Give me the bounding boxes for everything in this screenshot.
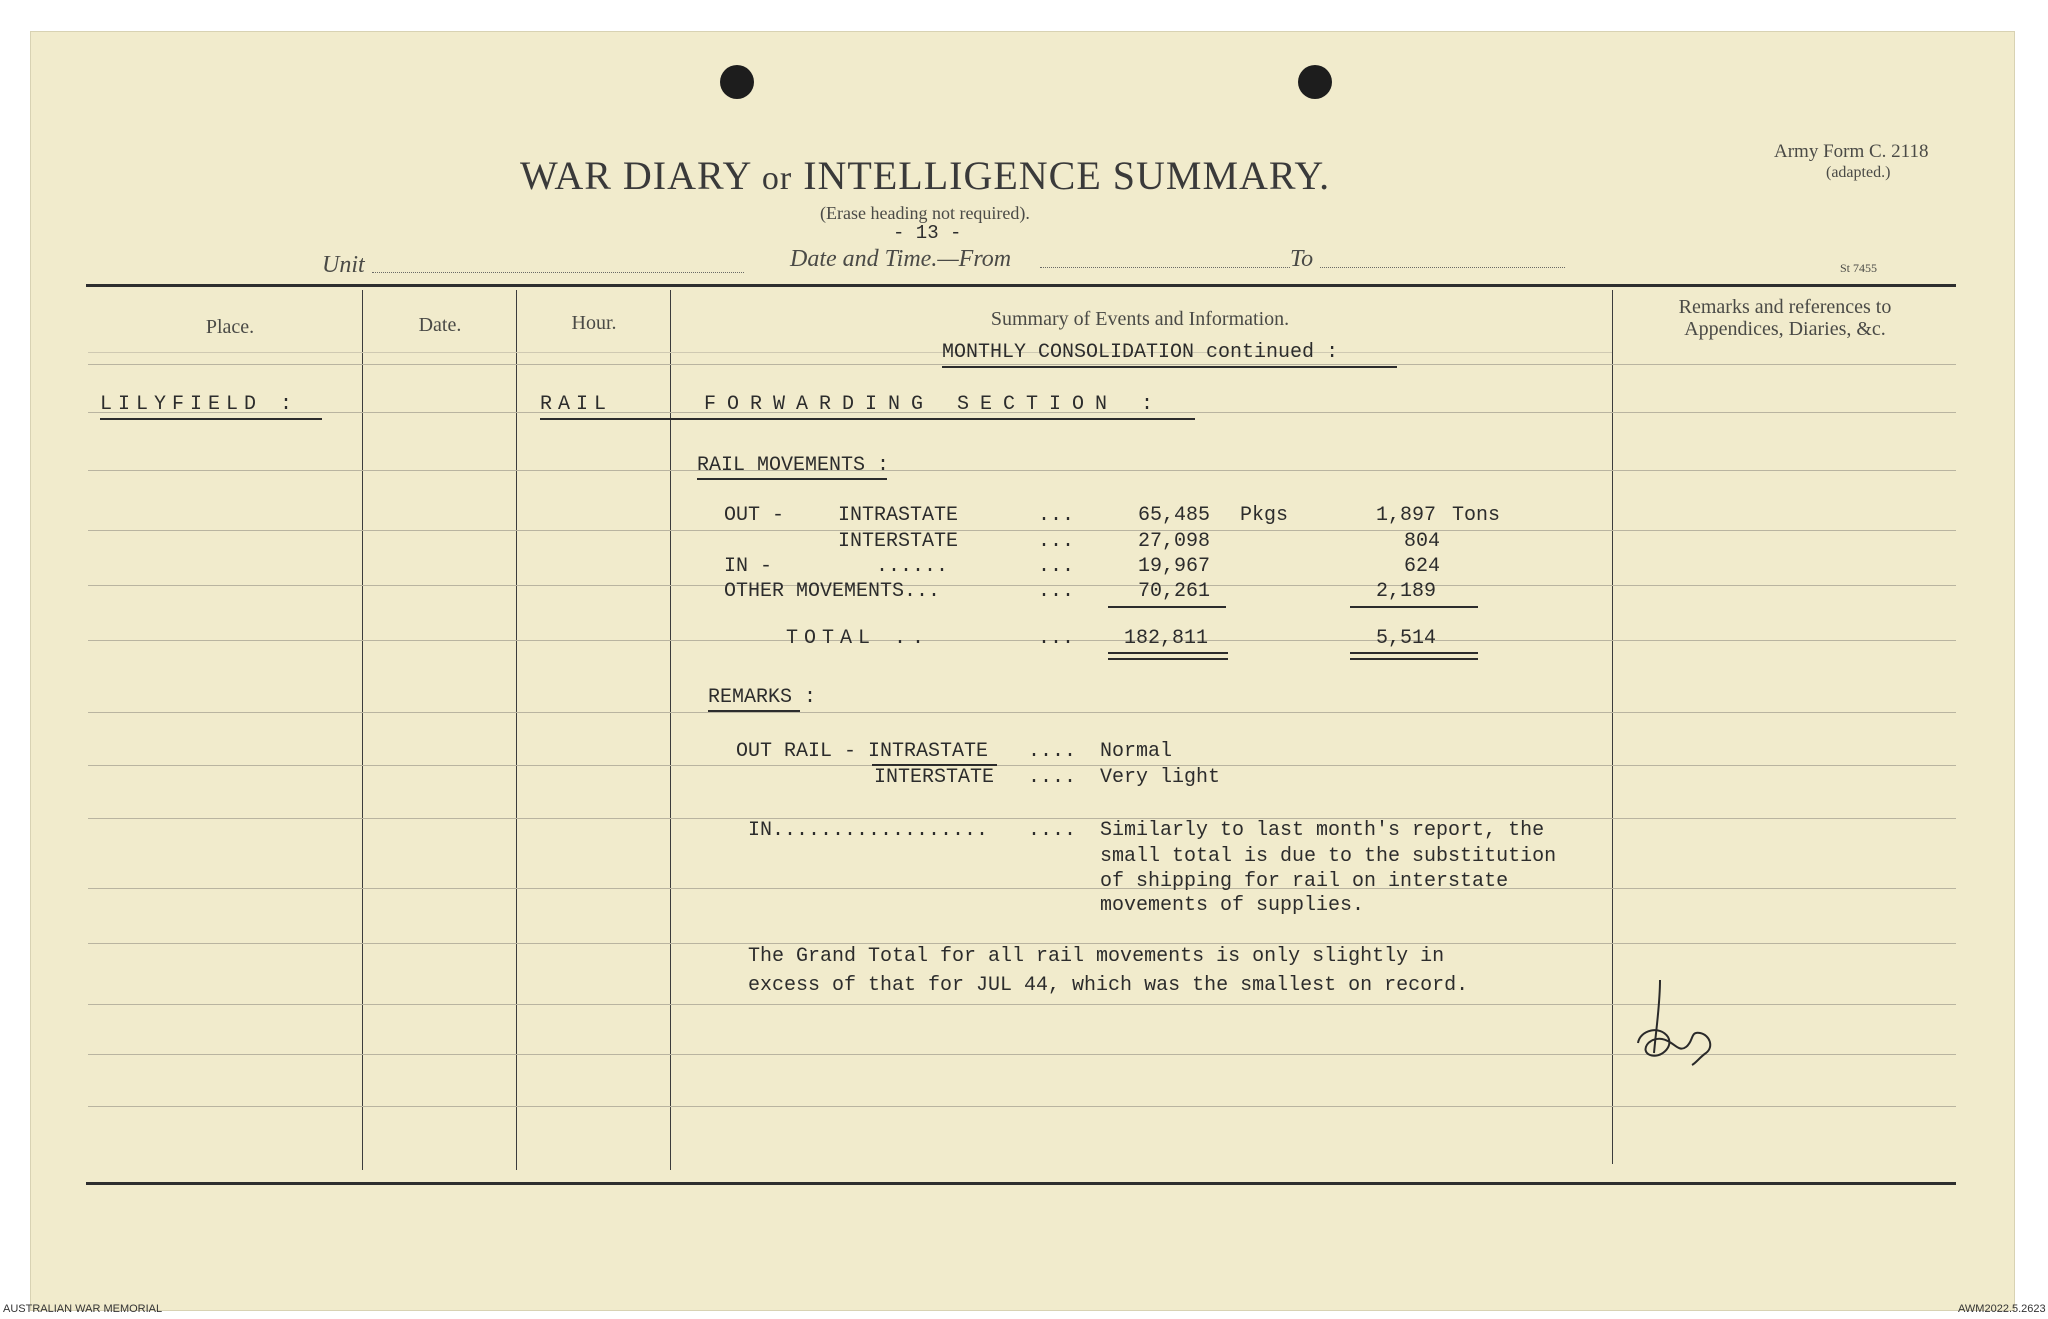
grand-total-line: excess of that for JUL 44, which was the smallest on record. xyxy=(748,974,1469,997)
place-lilyfield: LILYFIELD : xyxy=(100,393,299,416)
hour-rail: RAIL xyxy=(540,393,613,416)
ruled-line xyxy=(88,352,1612,353)
table-top-rule xyxy=(86,284,1956,287)
ruled-line xyxy=(88,712,1956,713)
ruled-line xyxy=(88,530,1956,531)
ruled-line xyxy=(88,1106,1956,1107)
col-header-remarks-1: Remarks and references to xyxy=(1678,296,1892,318)
section-underline xyxy=(540,418,1195,420)
movement-pkgs: 70,261 xyxy=(1138,580,1211,603)
title-rest: INTELLIGENCE SUMMARY. xyxy=(803,153,1331,198)
remark-in-dots: .... xyxy=(1028,819,1077,842)
place-underline xyxy=(100,418,322,420)
col-divider-hour xyxy=(670,290,671,1170)
total-pkgs-double-rule xyxy=(1108,652,1228,654)
from-field xyxy=(1040,267,1290,268)
to-field xyxy=(1320,267,1565,268)
consolidation-underline xyxy=(942,366,1397,368)
movement-pkgs: 27,098 xyxy=(1138,530,1211,553)
ruled-line xyxy=(88,818,1956,819)
section-heading: FORWARDING SECTION : xyxy=(704,393,1165,416)
col-header-remarks-2: Appendices, Diaries, &c. xyxy=(1684,318,1886,340)
remark-in-line: of shipping for rail on interstate xyxy=(1100,870,1509,893)
remark-in-line: Similarly to last month's report, the xyxy=(1100,819,1545,842)
date-time-label: Date and Time.—From xyxy=(790,246,1012,272)
punch-hole-right xyxy=(1298,65,1332,99)
remark-out-interstate-label: INTERSTATE xyxy=(874,766,995,789)
remarks-underline xyxy=(708,710,800,712)
to-label: To xyxy=(1290,246,1314,272)
movement-tons-unit: Tons xyxy=(1452,504,1501,527)
total-dots: ... xyxy=(1038,627,1075,650)
movement-tons: 624 xyxy=(1404,555,1441,578)
footer-institution: AUSTRALIAN WAR MEMORIAL xyxy=(3,1303,163,1315)
total-pkgs-double-rule xyxy=(1108,658,1228,660)
unit-label: Unit xyxy=(322,252,365,278)
movement-label-b: ...... xyxy=(876,555,949,578)
initials-signature xyxy=(1630,975,1720,1070)
ruled-line xyxy=(88,640,1956,641)
movement-tons: 804 xyxy=(1404,530,1441,553)
movement-label-b: INTRASTATE xyxy=(838,504,959,527)
adapted-label: (adapted.) xyxy=(1826,164,1891,181)
form-title xyxy=(520,152,1330,199)
unit-field xyxy=(372,272,744,273)
ruled-line xyxy=(88,765,1956,766)
subtotal-pkgs-rule xyxy=(1108,606,1226,608)
remark-out-intrastate-label: OUT RAIL - INTRASTATE xyxy=(736,740,989,763)
remark-out-intrastate-value: Normal xyxy=(1100,740,1173,763)
ruled-line xyxy=(88,943,1956,944)
movement-dots: ... xyxy=(1038,555,1075,578)
ruled-line xyxy=(88,888,1956,889)
remark-in-line: movements of supplies. xyxy=(1100,894,1365,917)
movement-dots: ... xyxy=(1038,504,1075,527)
movement-tons: 2,189 xyxy=(1376,580,1437,603)
rail-movements-underline xyxy=(697,478,887,480)
grand-total-line: The Grand Total for all rail movements is only slightly in xyxy=(748,945,1445,968)
army-form-label: Army Form C. 2118 xyxy=(1774,141,1929,162)
movement-pkgs: 19,967 xyxy=(1138,555,1211,578)
consolidation-heading: MONTHLY CONSOLIDATION continued : xyxy=(942,341,1339,364)
movement-dots: ... xyxy=(1038,530,1075,553)
total-tons-double-rule xyxy=(1350,652,1478,654)
ruled-line xyxy=(88,470,1956,471)
col-header-date: Date. xyxy=(418,314,462,336)
remark-in-label: IN.................. xyxy=(748,819,989,842)
movement-label-b: INTERSTATE xyxy=(838,530,959,553)
movement-dots: ... xyxy=(1038,580,1075,603)
remark-out-interstate-value: Very light xyxy=(1100,766,1221,789)
remark-out-interstate-dots: .... xyxy=(1028,766,1077,789)
subtotal-tons-rule xyxy=(1350,606,1478,608)
ruled-line xyxy=(88,364,1956,365)
movement-label-a: OUT - xyxy=(724,504,785,527)
col-header-summary: Summary of Events and Information. xyxy=(990,308,1290,330)
total-tons-double-rule xyxy=(1350,658,1478,660)
movement-pkgs-unit: Pkgs xyxy=(1240,504,1289,527)
col-divider-date xyxy=(516,290,517,1170)
title-main: WAR DIARY xyxy=(520,153,751,198)
remark-in-line: small total is due to the substitution xyxy=(1100,845,1557,868)
total-tons: 5,514 xyxy=(1376,627,1437,650)
remarks-heading: REMARKS : xyxy=(708,686,817,709)
footer-accession-number: AWM2022.5.2623 xyxy=(1958,1303,2046,1315)
movement-label-a: OTHER MOVEMENTS... xyxy=(724,580,941,603)
movement-tons: 1,897 xyxy=(1376,504,1437,527)
movement-pkgs: 65,485 xyxy=(1138,504,1211,527)
remark-out-intrastate-dots: .... xyxy=(1028,740,1077,763)
col-divider-place xyxy=(362,290,363,1170)
movement-label-a: IN - xyxy=(724,555,773,578)
page-number: - 13 - xyxy=(893,222,962,244)
rail-movements-heading: RAIL MOVEMENTS : xyxy=(697,454,890,477)
total-label: TOTAL .. xyxy=(786,627,931,650)
table-bottom-rule xyxy=(86,1182,1956,1185)
col-header-place: Place. xyxy=(205,316,255,338)
erase-note: (Erase heading not required). xyxy=(820,203,1030,223)
punch-hole-left xyxy=(720,65,754,99)
stock-number: St 7455 xyxy=(1840,261,1878,275)
col-header-hour: Hour. xyxy=(571,312,617,334)
ruled-line xyxy=(88,585,1956,586)
col-divider-summary xyxy=(1612,290,1613,1164)
total-pkgs: 182,811 xyxy=(1124,627,1209,650)
title-or: or xyxy=(761,160,793,197)
